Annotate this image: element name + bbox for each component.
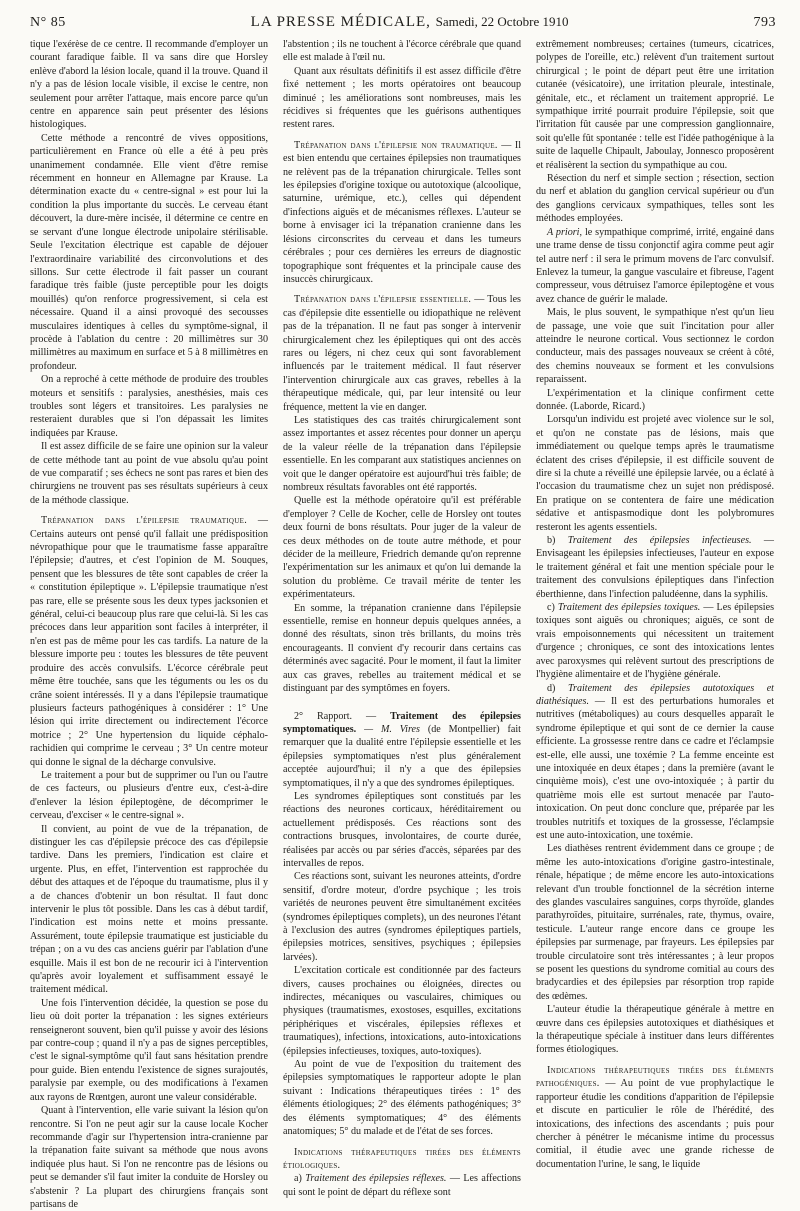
emphasis: A priori, (547, 226, 583, 238)
subsection-label: a) (294, 1173, 306, 1185)
subsection-text: — Envisageant les épilepsies infectieuses, l'auteur en expose le traitement général et fait une mention spéciale pour le traitement des convulsions épileptiques dans l'infection éberthienne, dans l'infection paludéenne, dans la syphilis. (536, 535, 774, 600)
page-number: 793 (753, 15, 776, 30)
section-heading: Trépanation dans l'épilepsie non traumatique. (294, 139, 498, 151)
paragraph: L'auteur étudie la thérapeutique générale à mettre en œuvre dans ces épilepsies autotoxiques et diathésiques et la thérapeutique spéciale à instituer dans leurs différentes formes étiologiques. (536, 1004, 774, 1056)
subsection-heading: Traitement des épilepsies réflexes. (305, 1173, 447, 1185)
paragraph: tique l'exérèse de ce centre. Il recommande d'employer un courant faradique faible. Il va sans dire que Horsley enlève d'abord la lésion locale, quand il la trouve. Quand il n'y a pas de lésion locale visible, il excise le centre, non seulement pour arrêter l'attaque, mais encore parce qu'un centre en apparence sain peut présenter des lésions histologiques. (30, 39, 268, 131)
section-text: — Au point de vue prophylactique le rapporteur étudie les conditions d'apparition de l'épilepsie et discute en particulier le rôle de l'hérédité, des intoxications, des infections des ascendants ; puis pour chercher à pénétrer le mécanisme intime du processus comitial, il étudie avec une grande richesse de documentation l'urine, le sang, le liquide (536, 1078, 774, 1170)
issue-number: N° 85 (30, 15, 66, 30)
subsection-text: — Les épilepsies toxiques sont aiguës ou chroniques; aiguës, ce sont de vrais empoisonnements qui nécessitent un traitement d'urgence ; chroniques, ce sont des intoxications lentes avec paroxysmes qui relèvent surtout des prescriptions de l'hygiène alimentaire et de l'hygiène générale. (536, 602, 775, 681)
section-text: — Il est bien entendu que certaines épilepsies non traumatiques ne relèvent pas de la trépanation chirurgicale. Telles sont les épilepsies d'origine toxique ou autotoxique (alcoolique, saturnine, urémique, etc.), celles qui dépendent d'infections aiguës et de mécanismes réflexes. L'auteur se borne à envisager ici la trépanation cranienne dans les lésions circonscrites du cerveau et dans les tumeurs cérébrales ; pour ces dernières les erreurs de diagnostic topographique sont fréquentes et la principale cause des insuccès chirurgicaux. (283, 139, 521, 285)
paragraph (536, 226, 774, 306)
section-paragraph (283, 293, 521, 414)
section-paragraph (536, 1064, 774, 1171)
column-left (30, 38, 268, 1210)
subsection-text: — Les affections qui sont le point de départ du réflexe sont (283, 1173, 521, 1198)
section-paragraph (283, 139, 521, 286)
subsection-heading: Traitement des épilepsies toxiques. (557, 602, 701, 614)
subsection-paragraph (536, 534, 774, 601)
section-text: — Tous les cas d'épilepsie dite essentielle ou idiopathique ne relèvent pas de la trépanation. Il ne faut pas songer à intervenir chirurgicalement chez les épileptiques qui ont des accès rares ou légers, ni chez ceux qui sont favorablement influencés par le traitement médical. Il faut réserver l'intervention chirurgicale aux cas graves, rebelles à la thérapeutique médicale, qui, par leur intensité ou leur fréquence, mettent la vie en danger. (283, 294, 521, 413)
subsection-text: — Il est des perturbations humorales et nutritives (métaboliques) au cours desquelles apparaît le syndrome épileptique et qui sont de ce dernier la cause efficiente. La grossesse rentre dans ce cadre et l'éclampsie est-elle, elle aussi, une toxémie ? La femme enceinte est une intoxiquée en deux étapes ; dans la première (avant le cinquième mois), c'est une ovo-intoxiquée ; à partir du quatrième mois elle est surtout menacée par l'auto-intoxication. On peut donc conclure que, préparée par les troubles nutritifs et toxiques de la grossesse, l'éclampsie est une auto-intoxication, une toxémie. (536, 695, 774, 841)
paragraph: Quant à l'intervention, elle varie suivant la lésion qu'on rencontre. Si l'on ne peut agir sur la cause locale Kocher recommande d'agir sur l'hypertension intra-cranienne par la trépanation faite suivant sa méthode que nous avons indiquée plus haut. Si l'on ne rencontre pas de lésions ou peut se demander s'il faut imiter la conduite de Horsley ou s'abstenir ? La plupart des chirurgiens français sont partisans de (30, 1105, 268, 1210)
paragraph: Une fois l'intervention décidée, la question se pose du lieu où doit porter la trépanation : les signes extérieurs renseigneront souvent, bien qu'il puisse y avoir des lésions par contre-coup ; quand il n'y a pas de signes perceptibles, c'est le signal-symptôme qu'il faut sans hésitation prendre pour guide. Bien entendu l'existence de signes surajoutés, paralysie par exemple, ou des modifications à l'examen aux rayons de Rœntgen, auront une valeur considérable. (30, 997, 268, 1103)
paragraph: Ces réactions sont, suivant les neurones atteints, d'ordre sensitif, d'ordre moteur, d'ordre psychique ; les trois variétés de neurones peuvent être simultanément excitées (syndromes épileptiques complets), un des neurones l'étant à l'exclusion des autres (syndromes épileptiques partiels, épilepsies motrices, sensitives, psychiques ; épilepsies larvées). (283, 871, 521, 963)
paragraph: Les syndromes épileptiques sont constitués par les réactions des neurones corticaux, héréditairement ou actuellement prédisposés. Ces réactions sont des contractions brusques, involontaires, de courte durée, réalisées par accès ou par séries d'accès, séparées par des intervalles de repos. (283, 790, 521, 869)
paragraph: Il convient, au point de vue de la trépanation, de distinguer les cas d'épilepsie précoce des cas d'épilepsie tardive. Dans les premiers, l'indication est claire et urgente. Plus, en effet, l'intervention est rapprochée du début des attaques et de l'époque du traumatisme, plus il y a de chances d'obtenir un bon résultat. Il faut donc intervenir le plus tôt possible. Dans les cas à début tardif, l'indication est moins nette et moins pressante. Assurément, toute épilepsie traumatique est justiciable du trépan ; on a vu des cas anciens guérir par l'ablation d'une esquille. Mais il est bon de ne recourir ici à l'intervention qu'après avoir loyalement et suffisamment essayé le traitement médical. (30, 823, 268, 996)
subsection-paragraph (283, 1172, 521, 1199)
subsection-heading: Traitement des épilepsies infectieuses. (567, 535, 752, 547)
running-head: LA PRESSE MÉDICALE, Samedi, 22 Octobre 1910 (250, 14, 569, 30)
subsection-label: d) (547, 682, 568, 694)
section-heading: Trépanation dans l'épilepsie traumatique. (41, 515, 248, 527)
subsection-label: c) (547, 602, 558, 614)
subsection-label: b) (547, 535, 568, 547)
paragraph: Au point de vue de l'exposition du traitement des épilepsies symptomatiques le rapporteur adopte le plan suivant : Indications thérapeutiques tirées : 1° des éléments étiologiques; 2° des éléments pathogéniques; 3° des éléments symptomatiques; 4° des éléments anatomiques; 5° du malade et de l'état de ses forces. (283, 1059, 521, 1138)
report-label: 2° Rapport. — (294, 710, 391, 722)
section-heading: Trépanation dans l'épilepsie essentielle. (294, 294, 472, 306)
paragraph: extrêmement nombreuses; certaines (tumeurs, cicatrices, polypes de l'oreille, etc.) relèvent d'un traitement surtout chirurgical ; le point de départ peut être une irritation cutanée (vésicatoire), une irritation pleurale, intestinale, génitale, etc., et réclament un traitement approprié. Le sympathique irrité pourrait produire l'épilepsie, soit que l'irritation fût causée par une compression ganglionnaire, soit qu'elle fût spontanée : telle est l'idée pathogénique à la suite de laquelle Chipault, Jaboulay, Jonnesco proposèrent et réalisèrent la section du sympathique au cou. (536, 39, 774, 171)
paragraph: En somme, la trépanation cranienne dans l'épilepsie essentielle, remise en honneur depuis quelques années, a donné des résultats, sinon très brillants, du moins très encourageants. Il convient d'y recourir dans certains cas déterminés avec sagacité. Pour le moment, il faut la limiter aux cas graves, rebelles au traitement médical et se distinguant par des symptômes en foyers. (283, 602, 521, 695)
report-author: — M. Vires (356, 723, 420, 735)
column-middle (283, 38, 521, 1198)
paragraph: L'excitation corticale est conditionnée par des facteurs divers, causes prochaines ou éloignées, directes ou indirectes, mécaniques ou vasculaires, chimiques ou physiques (traumatismes, exostoses, esquilles, excitations périphériques et viscérales, épilepsies réflexes et traumatiques), infections, intoxications, auto-intoxications (épilepsies infectieuses, toxiques, auto-toxiques). (283, 965, 521, 1057)
paragraph: On a reproché à cette méthode de produire des troubles moteurs et sensitifs : paralysies, anesthésies, mais ces troubles sont légers et transitoires. Les paralysies ne resteraient durables que si l'on dépassait les limites indiquées par Krause. (30, 374, 268, 439)
section-heading: Indications thérapeutiques tirées des éléments pathogéniques. (536, 1064, 774, 1090)
report-paragraph (283, 710, 521, 790)
report-title: Traitement des épilepsies symptomatiques. (283, 710, 521, 735)
column-right (536, 38, 775, 1170)
paragraph: Il est assez difficile de se faire une opinion sur la valeur de cette méthode tant au point de vue absolu qu'au point de vue comparatif ; ses échecs ne sont pas rares et bien des chirurgiens ne trouvent pas ses résultats supérieurs à ceux de la méthode classique. (30, 441, 268, 506)
paragraph: Les diathèses rentrent évidemment dans ce groupe ; de même les auto-intoxications d'origine gastro-intestinale, rénale, hépatique ; de même encore les auto-intoxications relevant d'un trouble fonctionnel de la sécrétion interne des glandes vasculaires sanguines, corps thyroïde, glandes parathyroïdes, pituitaire, surrénales, rate, thymus, ovaire, testicule. L'auteur range encore dans ce groupe les épilepsies par surmenage, par frayeurs. Les épilepsies par trouble circulatoire sont très intéressantes ; à leur propos se posent les questions du syndrome comitial au cours des bradycardies et des épilepsies par résorption trop rapide des œdèmes. (536, 843, 774, 1002)
page-header (30, 14, 776, 34)
paragraph: Quelle est la méthode opératoire qu'il est préférable d'employer ? Celle de Kocher, celle de Horsley ont toutes deux fourni de bons résultats. Pour juger de la valeur de ces deux méthodes on de toute autre méthode, et pour décider de la meilleure, Friedrich demande qu'on reprenne l'expérimentation sur les animaux et qu'on lui demande la solution du problème. Ce travail mérite de tenter les expérimentateurs. (283, 495, 521, 601)
text-columns (30, 38, 775, 1210)
paragraph: Lorsqu'un individu est projeté avec violence sur le sol, et qu'on ne constate pas de lésions, mais que immédiatement ou quelque temps après le traumatisme éclatent des crises d'épilepsie, il est difficile souvent de dire si la chute a réveillé une épilepsie larvée, ou a éclaté à l'occasion du traumatisme chez un sujet non prédisposé. En pratique on se contentera de faire une médication sédative et antispasmodique dont les polybromures resteront les agents essentiels. (536, 414, 774, 533)
paragraph: Les statistiques des cas traités chirurgicalement sont assez importantes et assez récentes pour donner un aperçu de la valeur réelle de la trépanation dans l'épilepsie essentielle. En les comparant aux statistiques anciennes on voit que le danger opératoire est aujourd'hui très faible; de nombreux résultats favorables ont été rapportés. (283, 414, 521, 493)
section-heading: Indications thérapeutiques tirées des éléments étiologiques. (283, 1146, 521, 1171)
journal-title: LA PRESSE MÉDICALE (250, 14, 427, 30)
paragraph: Cette méthode a rencontré de vives oppositions, particulièrement en France où elle a été à peu près unanimement condamnée. Elle vient d'être remise récemment en honneur en Allemagne par Krause. La détermination exacte du « centre-signal » est pour lui la condition la plus importante du succès. Le cerveau étant découvert, la dure-mère incisée, il détermine ce centre en se servant d'une longue électrode unipolaire stérilisable. Seule l'excitation électrique est capable de déjouer l'extraordinaire variabilité des circonvolutions et des sillons. Sur cette électrode il fait passer un courant faradique très faible (juste perceptible pour les doigts mouillés) qu'on renforce progressivement, si cela est nécessaire. Quand il a ainsi provoqué des secousses musculaires identiques à celles du symptôme-signal, il procède à l'ablation du centre : 20 millimètres sur 30 millimètres au maximum en surface et 5 à 8 millimètres en profondeur. (30, 132, 268, 372)
paragraph: Quant aux résultats définitifs il est assez difficile d'être fixé nettement ; les morts opératoires ont beaucoup diminué ; les améliorations sont nombreuses, mais les récidives si fréquentes que les guérisons authentiques restent rares. (283, 65, 521, 131)
issue-date: Samedi, 22 Octobre 1910 (435, 14, 569, 29)
paragraph: L'expérimentation et la clinique confirment cette donnée. (Laborde, Ricard.) (536, 387, 774, 412)
paragraph-text: le sympathique comprimé, irrité, engainé dans une trame dense de tissu conjonctif agira comme peut agir tel autre nerf : il sera le primum movens de l'arc convulsif. Enlevez la tumeur, la gangue vasculaire et fibreuse, l'agent compresseur, vous détruisez l'amorce épileptogène et vous avez chance de guérir le malade. (536, 226, 774, 305)
subsection-heading: Traitement des épilepsies autotoxiques et diathésiques. (536, 682, 774, 707)
paragraph: l'abstention ; ils ne touchent à l'écorce cérébrale que quand elle est malade à l'œil nu. (283, 39, 521, 64)
paragraph: Résection du nerf et simple section ; résection, section du nerf et ablation du ganglion cervical supérieur ou d'un des ganglions cervicaux sympathiques, telles sont les méthodes employées. (536, 173, 774, 225)
section-text: — Certains auteurs ont pensé qu'il fallait une prédisposition névropathique pour que le traumatisme fasse apparaître l'épilepsie; d'autres, et c'est l'opinion de M. Souques, pensent que les blessures de tête sont capables de créer la « constitution épileptique ». L'épilepsie traumatique n'est pas rare, elle se présente sous les deux types jacksonien et général, celui-ci beaucoup plus rare que celui-là. Si les cas précoces dans leur apparition sont faciles à interpréter, il n'en est pas de même pour les cas tardifs. La nature de la blessure importe peu : toutes les blessures de tête peuvent produire des accès convulsifs. L'écorce cérébrale peut même être touchée, sans que les téguments ou les os du crâne soient intéressés. Il y a dans l'épilepsie traumatique plusieurs facteurs pathogéniques à considérer : 1° Une lésion qui irrite directement ou indirectement l'écorce motrice ; 2° Une hypertension du liquide céphalo-rachidien qui comprime le cerveau ; 3° Un centre moteur qui donne le signal de la décharge convulsive. (30, 515, 268, 768)
paragraph: Le traitement a pour but de supprimer ou l'un ou l'autre de ces facteurs, ou plusieurs d'entre eux, c'est-à-dire d'enlever la lésion épileptogène, de décomprimer le cerveau, d'exciser « le centre-signal ». (30, 769, 268, 822)
subsection-paragraph (536, 682, 774, 843)
report-text: (de Montpellier) fait remarquer que la dualité entre l'épilepsie essentielle et les épilepsies symptomatiques n'est plus généralement acceptée aujourd'hui; il n'y a que des épilepsies symptomatiques, il n'y a que des syndromes épileptiques. (283, 723, 521, 789)
subsection-paragraph (536, 601, 774, 681)
section-paragraph (30, 514, 268, 769)
paragraph: Mais, le plus souvent, le sympathique n'est qu'un lieu de passage, une voie que suit l'incitation pour aller atteindre le neurone cortical. Vous sectionnez le cordon conducteur, mais des passages nouveaux se créent à côté, des chemins nouveaux se forment et les convulsions reparaissent. (536, 307, 774, 386)
